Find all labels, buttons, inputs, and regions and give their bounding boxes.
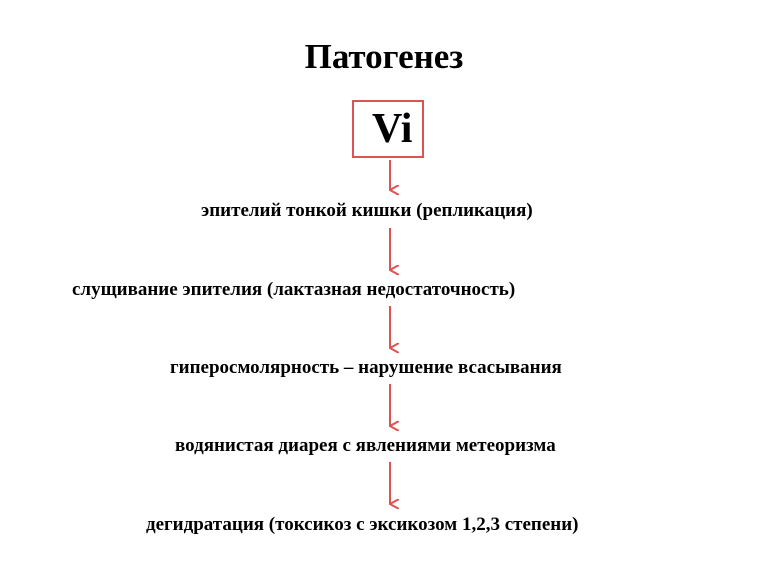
step-1: эпителий тонкой кишки (репликация) bbox=[201, 200, 533, 221]
step-4: водянистая диарея с явлениями метеоризма bbox=[175, 435, 556, 456]
step-5: дегидратация (токсикоз с эксикозом 1,2,3 степени) bbox=[146, 514, 579, 535]
step-3: гиперосмолярность – нарушение всасывания bbox=[170, 357, 562, 378]
vi-node-label: Vi bbox=[372, 106, 413, 152]
step-2: слущивание эпителия (лактазная недостаточность) bbox=[72, 279, 516, 300]
slide-title: Патогенез bbox=[304, 37, 464, 76]
